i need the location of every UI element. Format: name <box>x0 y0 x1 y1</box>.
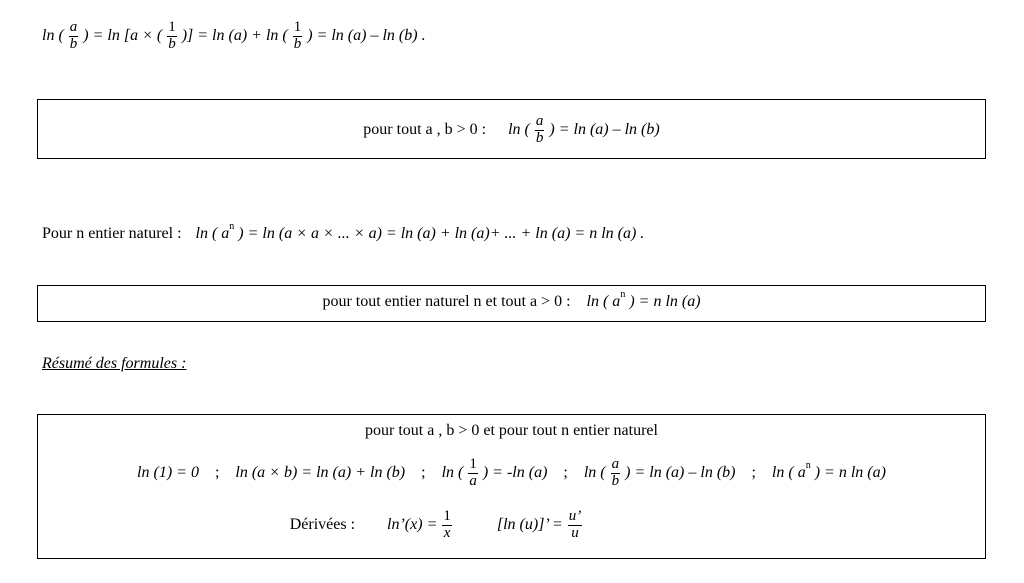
text: )] = ln (a) + ln ( <box>181 26 288 44</box>
text: ln ( <box>583 463 606 481</box>
text: ln ( a <box>586 293 621 310</box>
summary-formulas <box>38 457 985 490</box>
formula-quotient-derivation <box>42 20 426 53</box>
formula-inverse: ) = -ln (a) <box>482 463 548 481</box>
fraction-1-over-x <box>442 509 452 542</box>
formula-box-power <box>37 285 986 322</box>
formula-box-summary <box>37 414 986 559</box>
text: ln ( a <box>771 463 806 481</box>
text: ln ( <box>441 463 464 481</box>
denominator: b <box>535 129 544 146</box>
derivatives-label: Dérivées : <box>289 515 356 533</box>
text: ) = ln (a × a × ... × a) = ln (a) + ln (a)+ ... + ln (a) = n ln (a) . <box>234 225 645 242</box>
numerator: 1 <box>168 19 176 35</box>
text: ln ( <box>508 120 530 138</box>
fraction-1-over-a <box>468 457 478 490</box>
denominator: a <box>469 472 477 489</box>
exponent: n <box>229 221 235 232</box>
box-content <box>38 289 985 310</box>
text: ) = ln (a) – ln (b) . <box>307 26 426 44</box>
fraction-a-over-b <box>611 457 621 490</box>
prefix-text: pour tout entier naturel n et tout a > 0 : <box>322 293 571 310</box>
numerator: a <box>611 456 620 472</box>
text: ln ( a <box>195 225 230 242</box>
fraction-a-over-b <box>535 114 545 147</box>
derivative-ln-u: [ln (u)]’ = <box>496 515 563 533</box>
separator: ; <box>421 463 426 481</box>
derivative-ln: ln’(x) = <box>387 515 438 533</box>
denominator: u <box>571 524 579 541</box>
numerator: a <box>69 19 78 35</box>
box-content <box>38 114 985 147</box>
formula-power-derivation <box>42 221 645 242</box>
summary-heading: Résumé des formules : <box>42 355 187 372</box>
intro-text: Pour n entier naturel : <box>42 225 182 242</box>
text: ) = ln [a × ( <box>83 26 163 44</box>
numerator: 1 <box>469 456 477 472</box>
separator: ; <box>563 463 568 481</box>
denominator: b <box>293 35 302 52</box>
text: ) = ln (a) – ln (b) <box>549 120 660 138</box>
denominator: b <box>69 35 78 52</box>
text: ) = n ln (a) <box>625 293 701 310</box>
numerator: a <box>535 113 544 129</box>
fraction-1-over-b <box>167 20 177 53</box>
separator: ; <box>214 463 220 481</box>
formula-product: ln (a × b) = ln (a) + ln (b) <box>235 463 406 481</box>
numerator: 1 <box>443 508 451 524</box>
formula-box-quotient <box>37 99 986 159</box>
denominator: b <box>168 35 176 52</box>
fraction-uprime-over-u <box>568 509 583 542</box>
separator: ; <box>751 463 756 481</box>
exponent: n <box>805 459 811 471</box>
formula-ln1: ln (1) = 0 <box>137 463 199 481</box>
formula-quotient: ) = ln (a) – ln (b) <box>625 463 736 481</box>
formula-power: ) = n ln (a) <box>810 463 886 481</box>
exponent: n <box>620 289 626 300</box>
prefix-text: pour tout a , b > 0 : <box>363 120 487 138</box>
text: ln ( <box>42 26 64 44</box>
summary-conditions: pour tout a , b > 0 et pour tout n entier naturel <box>365 422 658 439</box>
summary-derivatives <box>0 509 985 542</box>
numerator: u’ <box>568 508 582 524</box>
numerator: 1 <box>293 19 302 35</box>
fraction-a-over-b <box>69 20 79 53</box>
denominator: b <box>611 472 620 489</box>
denominator: x <box>443 524 451 541</box>
fraction-1-over-b-2 <box>293 20 303 53</box>
